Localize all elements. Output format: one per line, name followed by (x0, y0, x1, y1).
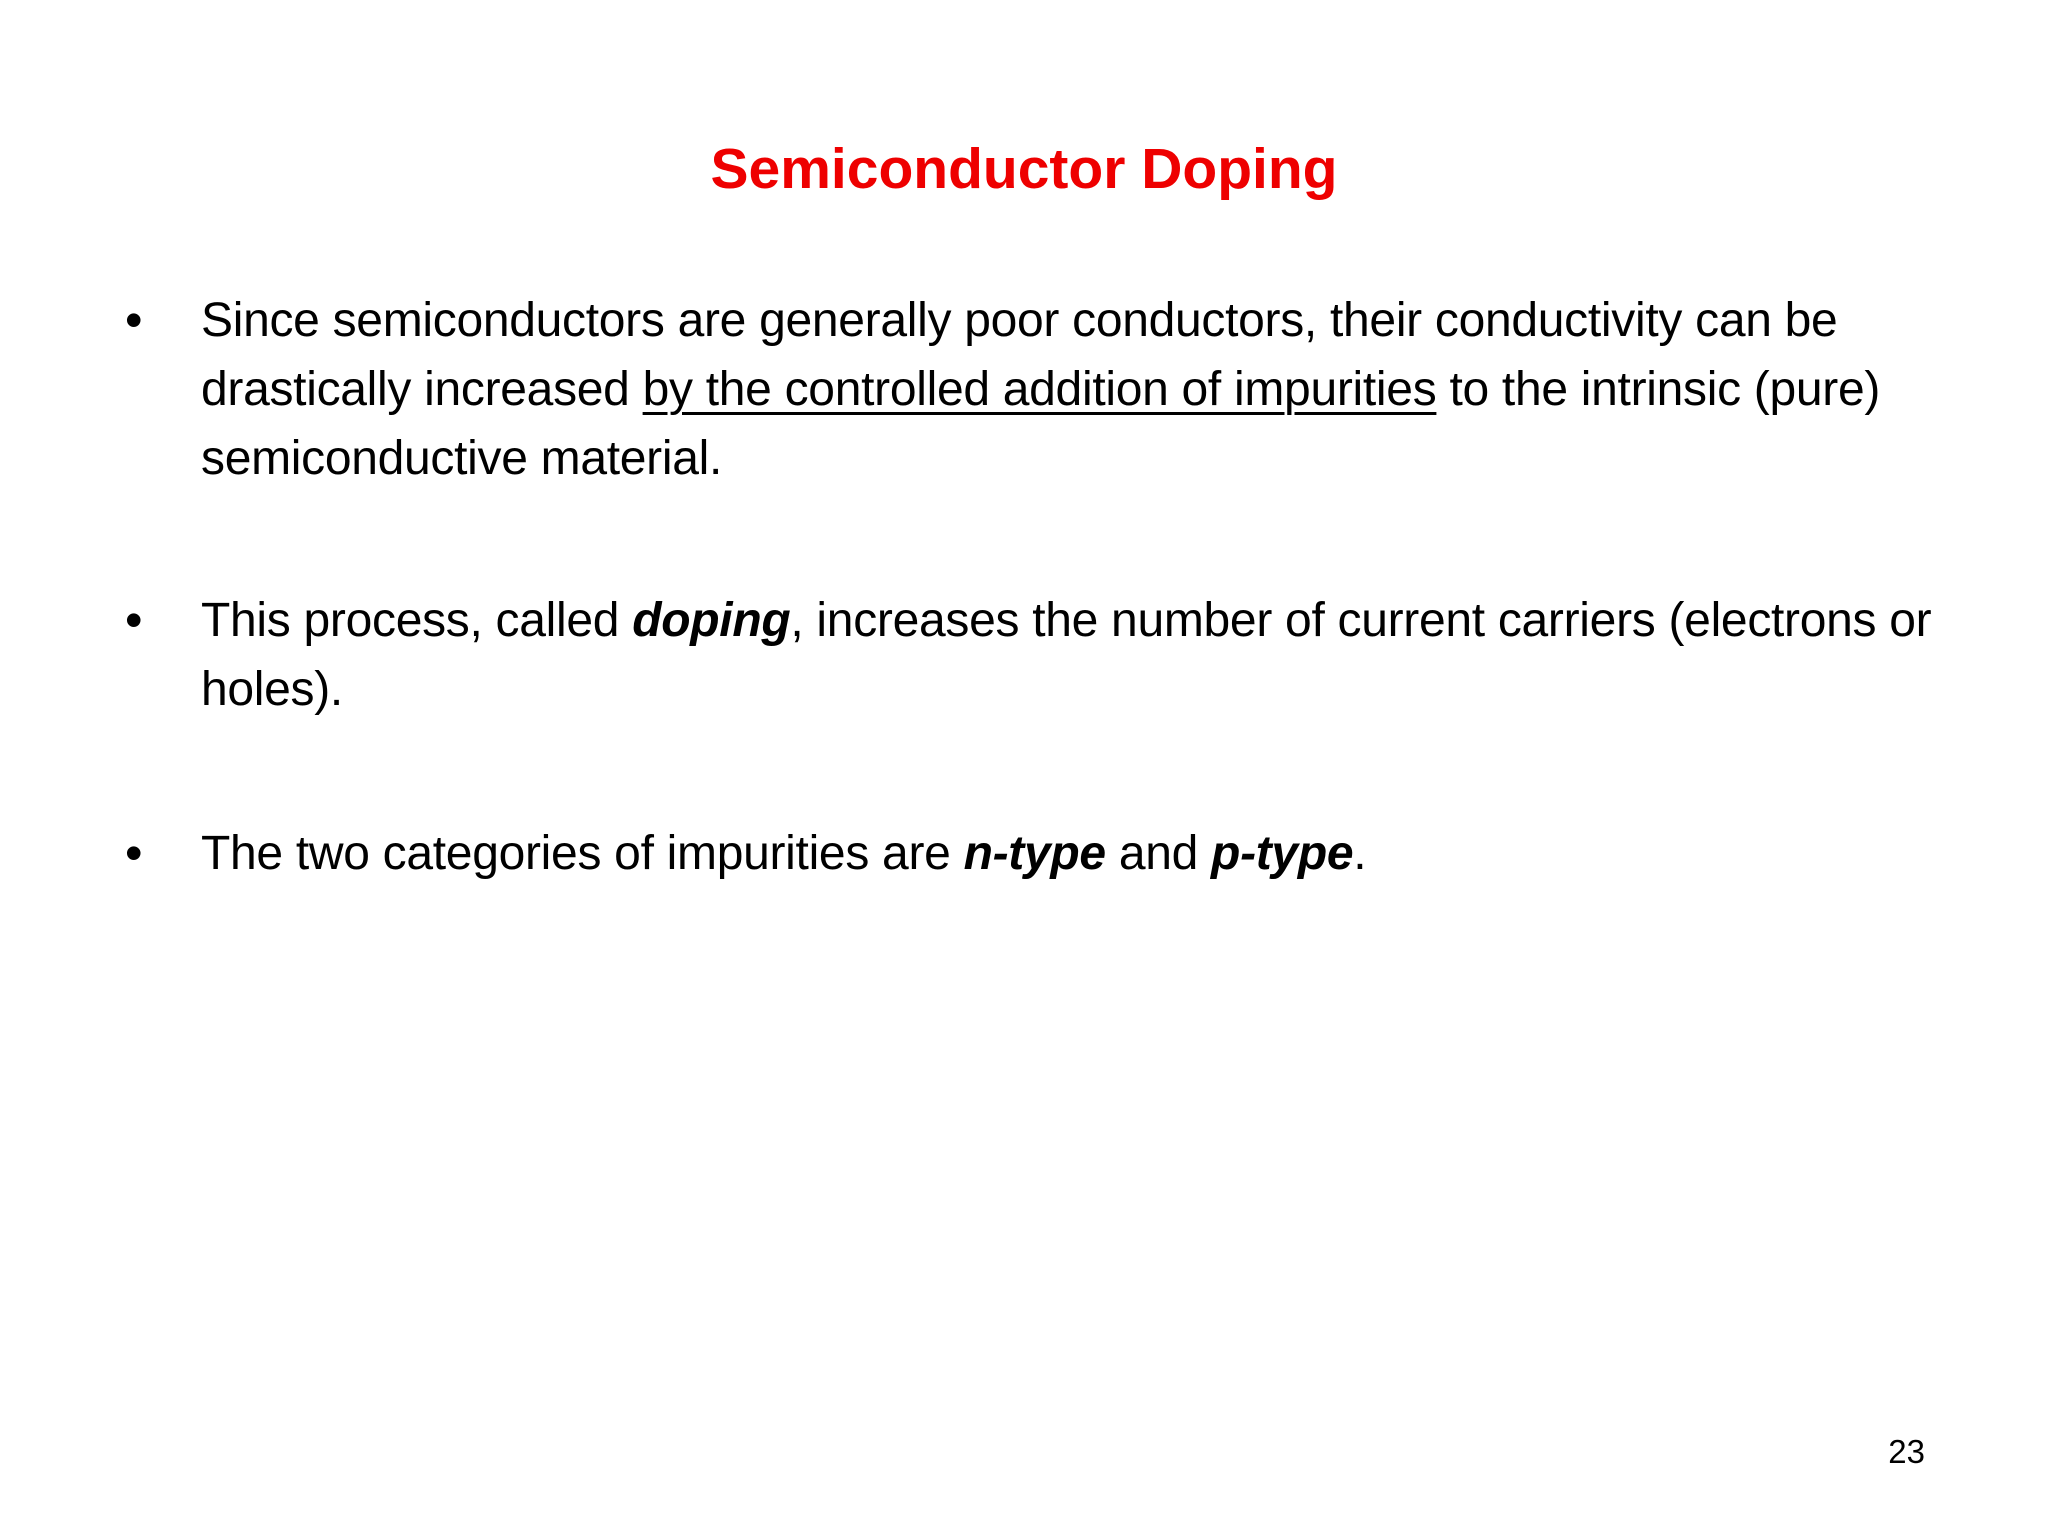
bullet-text (201, 819, 1985, 888)
page-number: 23 (1888, 1433, 1925, 1470)
bullet-item (125, 819, 1985, 888)
bullet-item (125, 586, 1985, 724)
bullet-symbol: • (125, 825, 143, 881)
underlined-phrase: by the controlled addition of impurities (642, 363, 1437, 416)
bullet-text-part: and (1105, 827, 1212, 880)
emphasized-term: doping (632, 594, 791, 647)
bullet-item (125, 286, 1985, 493)
slide-title: Semiconductor Doping (710, 137, 1338, 201)
bullet-text-part: This process, called (201, 594, 633, 647)
bullet-text-part: , increases the number of current carriers (electrons or holes). (201, 594, 1932, 716)
emphasized-term: n-type (963, 827, 1106, 880)
bullet-text (201, 586, 1985, 724)
bullet-text (201, 286, 1985, 493)
bullet-text-part: . (1353, 827, 1367, 880)
bullet-symbol: • (125, 292, 143, 348)
bullet-text-part: Since semiconductors are generally poor conductors, their conductivity can be drastically increased (201, 294, 1838, 416)
bullet-text-part: The two categories of impurities are (201, 827, 964, 880)
bullet-symbol: • (125, 592, 143, 648)
bullet-text-part: to the intrinsic (pure) semiconductive material. (201, 363, 1881, 485)
emphasized-term: p-type (1211, 827, 1354, 880)
